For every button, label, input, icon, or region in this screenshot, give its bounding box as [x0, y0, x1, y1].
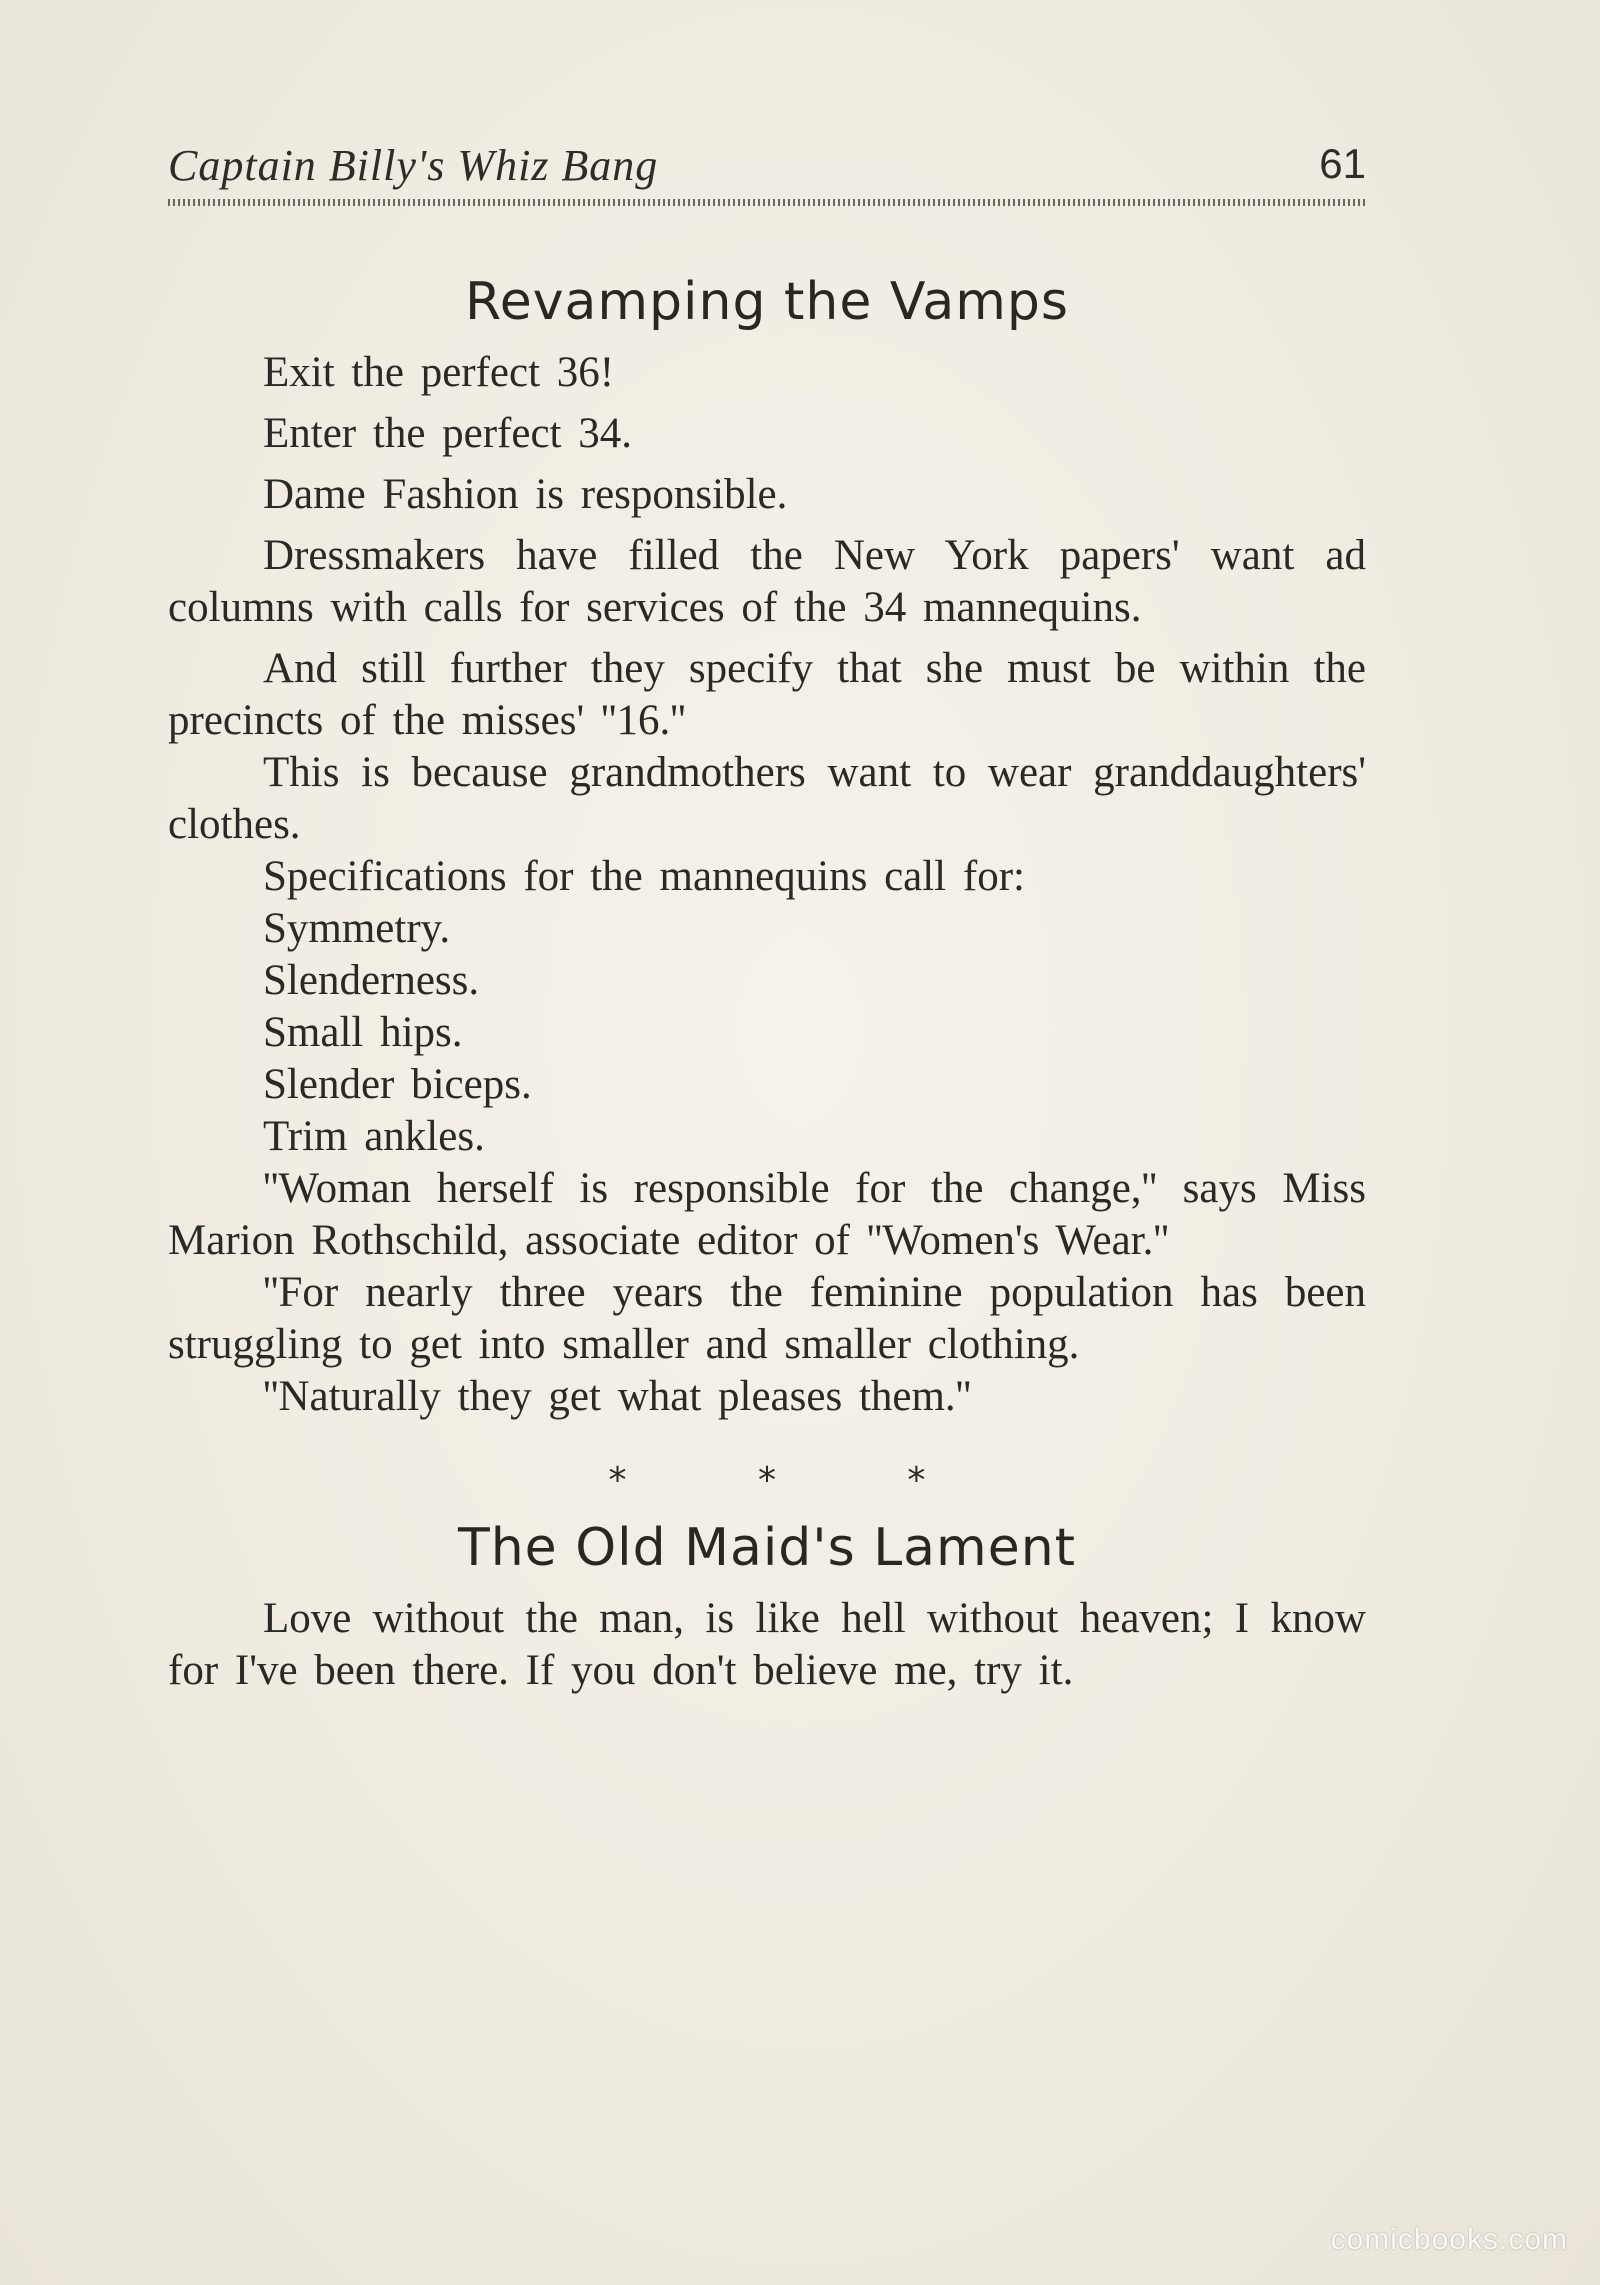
list-item-small-hips: Small hips. [263, 1009, 463, 1056]
article-paragraph: Love without the man, is like hell without heaven; I know for I've been there. If you don't believe me, try it. [168, 1595, 1366, 1694]
article-paragraph: Exit the perfect 36! [263, 349, 615, 396]
magazine-title: Captain Billy's Whiz Bang [168, 141, 659, 190]
article-paragraph: ''Naturally they get what pleases them.'' [263, 1373, 972, 1420]
article-paragraph: Dame Fashion is responsible. [263, 471, 788, 518]
article-paragraph: Enter the perfect 34. [263, 410, 632, 457]
list-item-slenderness: Slenderness. [263, 957, 480, 1004]
list-item-slender-biceps: Slender biceps. [263, 1061, 532, 1108]
article-paragraph: Dressmakers have filled the New York papers' want ad columns with calls for services of the 34 mannequins. [168, 532, 1366, 631]
header-rule [168, 199, 1366, 206]
article-paragraph: This is because grandmothers want to wear granddaughters' clothes. [168, 749, 1366, 848]
article-paragraph: And still further they specify that she must be within the precincts of the misses' ''16.'' [168, 645, 1366, 744]
article-title-revamping: Revamping the Vamps [464, 272, 1070, 332]
article-paragraph: Specifications for the mannequins call for: [263, 853, 1025, 900]
list-item-trim-ankles: Trim ankles. [263, 1113, 485, 1160]
page-number: 61 [1319, 140, 1366, 187]
article-paragraph: ''For nearly three years the feminine population has been struggling to get into smaller and smaller clothing. [168, 1269, 1366, 1368]
article-paragraph: ''Woman herself is responsible for the change,'' says Miss Marion Rothschild, associate editor of ''Women's Wear.'' [168, 1165, 1366, 1264]
running-head [168, 140, 1366, 190]
article-title-old-maids-lament: The Old Maid's Lament [457, 1518, 1077, 1578]
section-separator: * * * [608, 1460, 986, 1501]
page-content [168, 255, 1366, 1697]
watermark: comicbooks.com [1330, 2223, 1568, 2256]
list-item-symmetry: Symmetry. [263, 905, 451, 952]
